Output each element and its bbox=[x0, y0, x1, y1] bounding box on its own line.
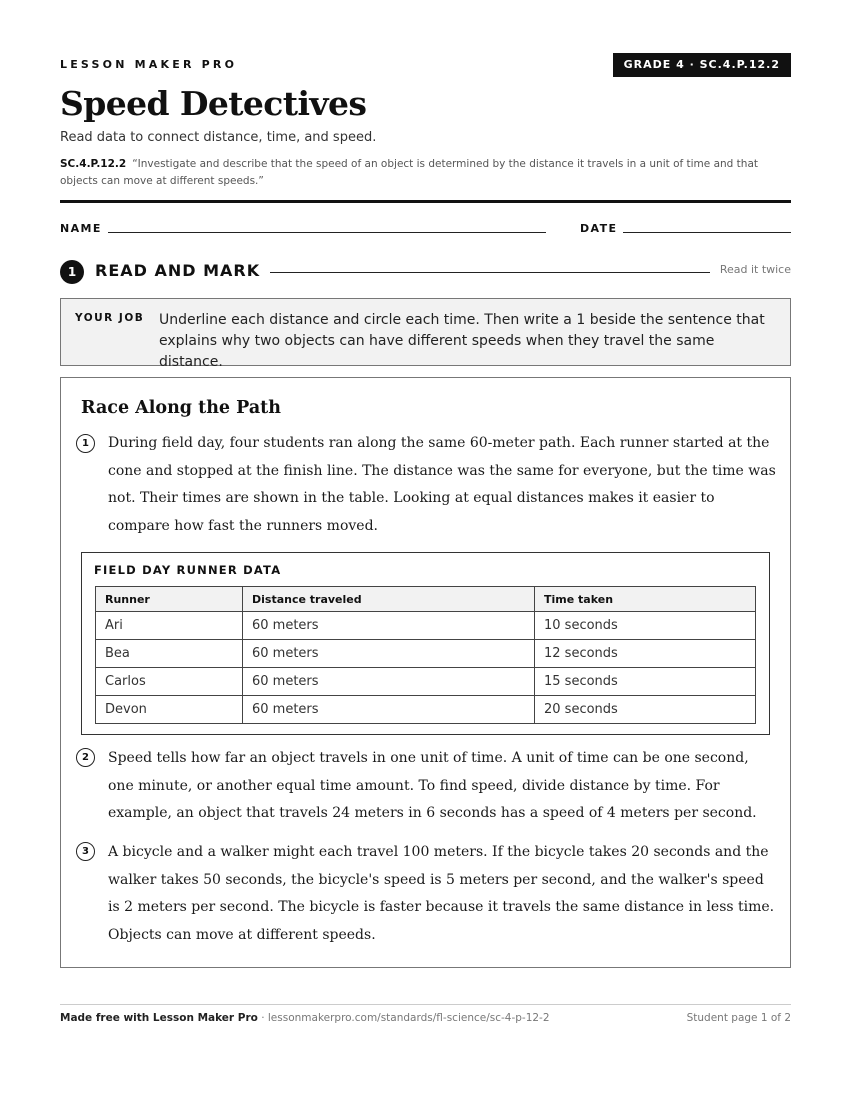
table-caption: FIELD DAY RUNNER DATA bbox=[94, 563, 282, 577]
passage-box bbox=[60, 377, 791, 968]
table-cell: 60 meters bbox=[243, 668, 535, 696]
name-field[interactable] bbox=[108, 232, 546, 233]
your-job-box bbox=[60, 298, 791, 370]
table-cell: 20 seconds bbox=[535, 696, 756, 724]
standard-text: “Investigate and describe that the speed of an object is determined by the distance it travels in a unit of time and that objects can move at different speeds.” bbox=[60, 158, 758, 187]
paragraph-number-1: 1 bbox=[76, 434, 95, 453]
standard-statement bbox=[60, 156, 780, 190]
footer-made-with: Made free with Lesson Maker Pro bbox=[60, 1012, 258, 1024]
table-cell: Carlos bbox=[96, 668, 243, 696]
brand-name: LESSON MAKER PRO bbox=[60, 58, 238, 71]
table-cell: 15 seconds bbox=[535, 668, 756, 696]
footer-credit bbox=[60, 1012, 550, 1024]
table-header-distance: Distance traveled bbox=[243, 587, 535, 612]
table-row bbox=[96, 668, 756, 696]
date-label: DATE bbox=[580, 222, 618, 235]
footer-page-number: Student page 1 of 2 bbox=[686, 1012, 791, 1024]
paragraph-number-3: 3 bbox=[76, 842, 95, 861]
table-cell: Ari bbox=[96, 612, 243, 640]
table-row bbox=[96, 612, 756, 640]
footer-divider bbox=[60, 1004, 791, 1005]
table-cell: 60 meters bbox=[243, 696, 535, 724]
table-header-row bbox=[96, 587, 756, 612]
paragraph-3: A bicycle and a walker might each travel 100 meters. If the bicycle takes 20 seconds and the walker takes 50 seconds, the bicycle's speed is 5 meters per second, and the walker's speed is 2 meters per second. The bicycle is faster because it travels the same distance in less time. Objects can move at different speeds. bbox=[108, 844, 775, 943]
table-cell: 12 seconds bbox=[535, 640, 756, 668]
runner-data-table bbox=[95, 586, 756, 724]
table-cell: Devon bbox=[96, 696, 243, 724]
section-title: READ AND MARK bbox=[95, 261, 261, 280]
paragraph-number-2: 2 bbox=[76, 748, 95, 767]
table-header-runner: Runner bbox=[96, 587, 243, 612]
runner-data-table-box bbox=[81, 552, 770, 735]
date-field[interactable] bbox=[623, 232, 791, 233]
page-title: Speed Detectives bbox=[60, 84, 367, 123]
section-number-badge: 1 bbox=[60, 260, 84, 284]
footer-url[interactable]: · lessonmakerpro.com/standards/fl-science/sc-4-p-12-2 bbox=[261, 1012, 550, 1024]
paragraph-1: During field day, four students ran along the same 60-meter path. Each runner started at the cone and stopped at the finish line. The distance was the same for everyone, but the time was not. Their times are shown in the table. Looking at equal distances makes it easier to compare how fast the runners moved. bbox=[108, 435, 776, 534]
table-cell: Bea bbox=[96, 640, 243, 668]
table-header-time: Time taken bbox=[535, 587, 756, 612]
table-cell: 60 meters bbox=[243, 612, 535, 640]
section-note: Read it twice bbox=[719, 263, 791, 276]
page-subtitle: Read data to connect distance, time, and speed. bbox=[60, 130, 377, 145]
table-row bbox=[96, 640, 756, 668]
your-job-label: YOUR JOB bbox=[75, 312, 145, 324]
passage-title: Race Along the Path bbox=[81, 398, 281, 418]
name-label: NAME bbox=[60, 222, 102, 235]
grade-badge: GRADE 4 · SC.4.P.12.2 bbox=[613, 53, 791, 77]
section-header bbox=[60, 260, 791, 284]
table-row bbox=[96, 696, 756, 724]
name-date-row bbox=[60, 222, 791, 238]
section-rule bbox=[270, 272, 710, 273]
paragraph-2: Speed tells how far an object travels in one unit of time. A unit of time can be one second, one minute, or another equal time amount. To find speed, divide distance by time. For example, an object that travels 24 meters in 6 seconds has a speed of 4 meters per second. bbox=[108, 750, 757, 821]
table-cell: 60 meters bbox=[243, 640, 535, 668]
your-job-text: Underline each distance and circle each time. Then write a 1 beside the sentence that explains why two objects can have different speeds when they travel the same distance. bbox=[159, 312, 765, 370]
table-cell: 10 seconds bbox=[535, 612, 756, 640]
header-divider bbox=[60, 200, 791, 203]
standard-code: SC.4.P.12.2 bbox=[60, 158, 127, 170]
